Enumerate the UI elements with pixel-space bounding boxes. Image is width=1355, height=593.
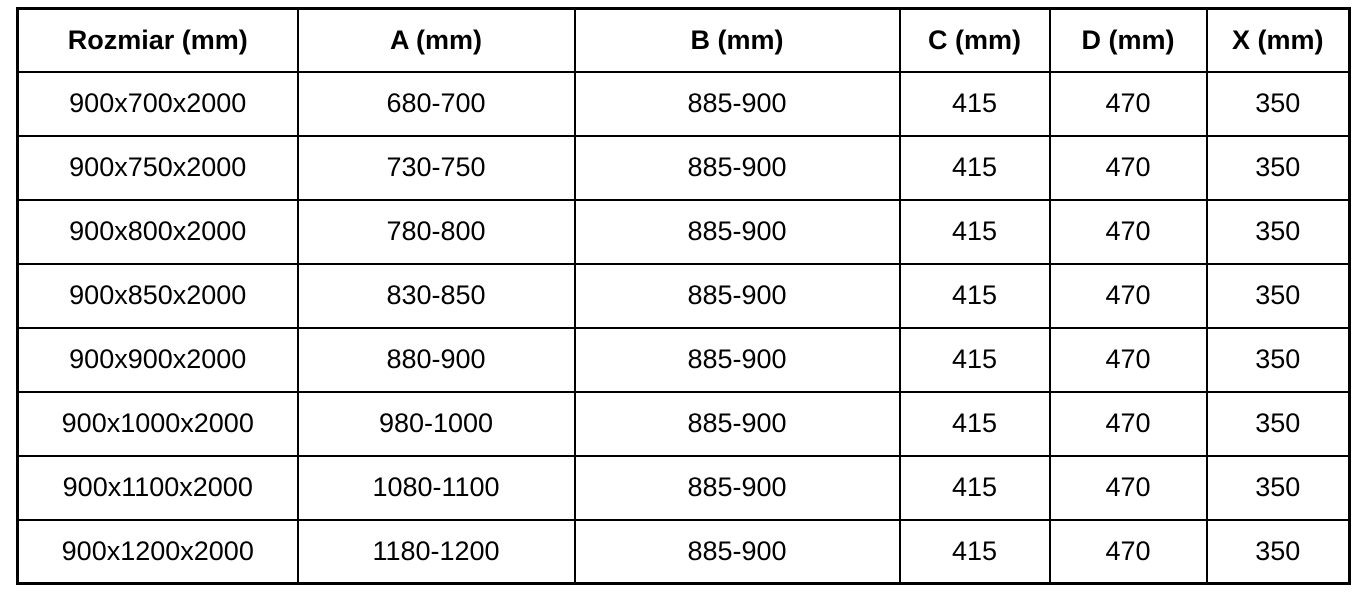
table-cell-a: 1180-1200 [298,520,575,584]
header-row [18,9,1350,72]
table-row [18,328,1350,392]
column-header-d: D (mm) [1050,9,1207,72]
table-cell-d: 470 [1050,264,1207,328]
table-cell-x: 350 [1207,72,1350,136]
table-cell-a: 980-1000 [298,392,575,456]
table-cell-x: 350 [1207,392,1350,456]
table-row [18,392,1350,456]
table-cell-a: 680-700 [298,72,575,136]
table-header [18,9,1350,72]
table-cell-b: 885-900 [575,200,900,264]
table-cell-rozmiar: 900x750x2000 [18,136,298,200]
column-header-b: B (mm) [575,9,900,72]
table-cell-b: 885-900 [575,328,900,392]
table-cell-b: 885-900 [575,520,900,584]
table-cell-b: 885-900 [575,136,900,200]
table-cell-c: 415 [900,264,1050,328]
table-cell-a: 1080-1100 [298,456,575,520]
table-row [18,72,1350,136]
table-cell-a: 780-800 [298,200,575,264]
table-cell-c: 415 [900,72,1050,136]
table-cell-rozmiar: 900x800x2000 [18,200,298,264]
table-cell-x: 350 [1207,328,1350,392]
table-body [18,72,1350,584]
table-cell-rozmiar: 900x900x2000 [18,328,298,392]
column-header-x: X (mm) [1207,9,1350,72]
table-row [18,456,1350,520]
table-row [18,520,1350,584]
table-cell-d: 470 [1050,136,1207,200]
table-cell-x: 350 [1207,200,1350,264]
table-cell-b: 885-900 [575,392,900,456]
table-cell-x: 350 [1207,264,1350,328]
table-cell-c: 415 [900,456,1050,520]
column-header-rozmiar: Rozmiar (mm) [18,9,298,72]
table-cell-c: 415 [900,328,1050,392]
table-cell-b: 885-900 [575,264,900,328]
table-cell-rozmiar: 900x1000x2000 [18,392,298,456]
table-cell-rozmiar: 900x1200x2000 [18,520,298,584]
table-cell-d: 470 [1050,328,1207,392]
table-cell-a: 880-900 [298,328,575,392]
table-cell-b: 885-900 [575,456,900,520]
table-cell-x: 350 [1207,520,1350,584]
table-cell-d: 470 [1050,200,1207,264]
table-cell-c: 415 [900,392,1050,456]
table-cell-x: 350 [1207,136,1350,200]
table-row [18,200,1350,264]
column-header-c: C (mm) [900,9,1050,72]
table-row [18,264,1350,328]
table-cell-d: 470 [1050,456,1207,520]
size-spec-table [16,7,1351,585]
table-cell-c: 415 [900,520,1050,584]
table-cell-c: 415 [900,136,1050,200]
table-cell-a: 730-750 [298,136,575,200]
table-cell-d: 470 [1050,520,1207,584]
table-cell-rozmiar: 900x850x2000 [18,264,298,328]
table-cell-a: 830-850 [298,264,575,328]
table-cell-d: 470 [1050,392,1207,456]
table-row [18,136,1350,200]
table-cell-b: 885-900 [575,72,900,136]
table-cell-rozmiar: 900x700x2000 [18,72,298,136]
table-cell-c: 415 [900,200,1050,264]
table-cell-rozmiar: 900x1100x2000 [18,456,298,520]
column-header-a: A (mm) [298,9,575,72]
table-cell-x: 350 [1207,456,1350,520]
table-cell-d: 470 [1050,72,1207,136]
